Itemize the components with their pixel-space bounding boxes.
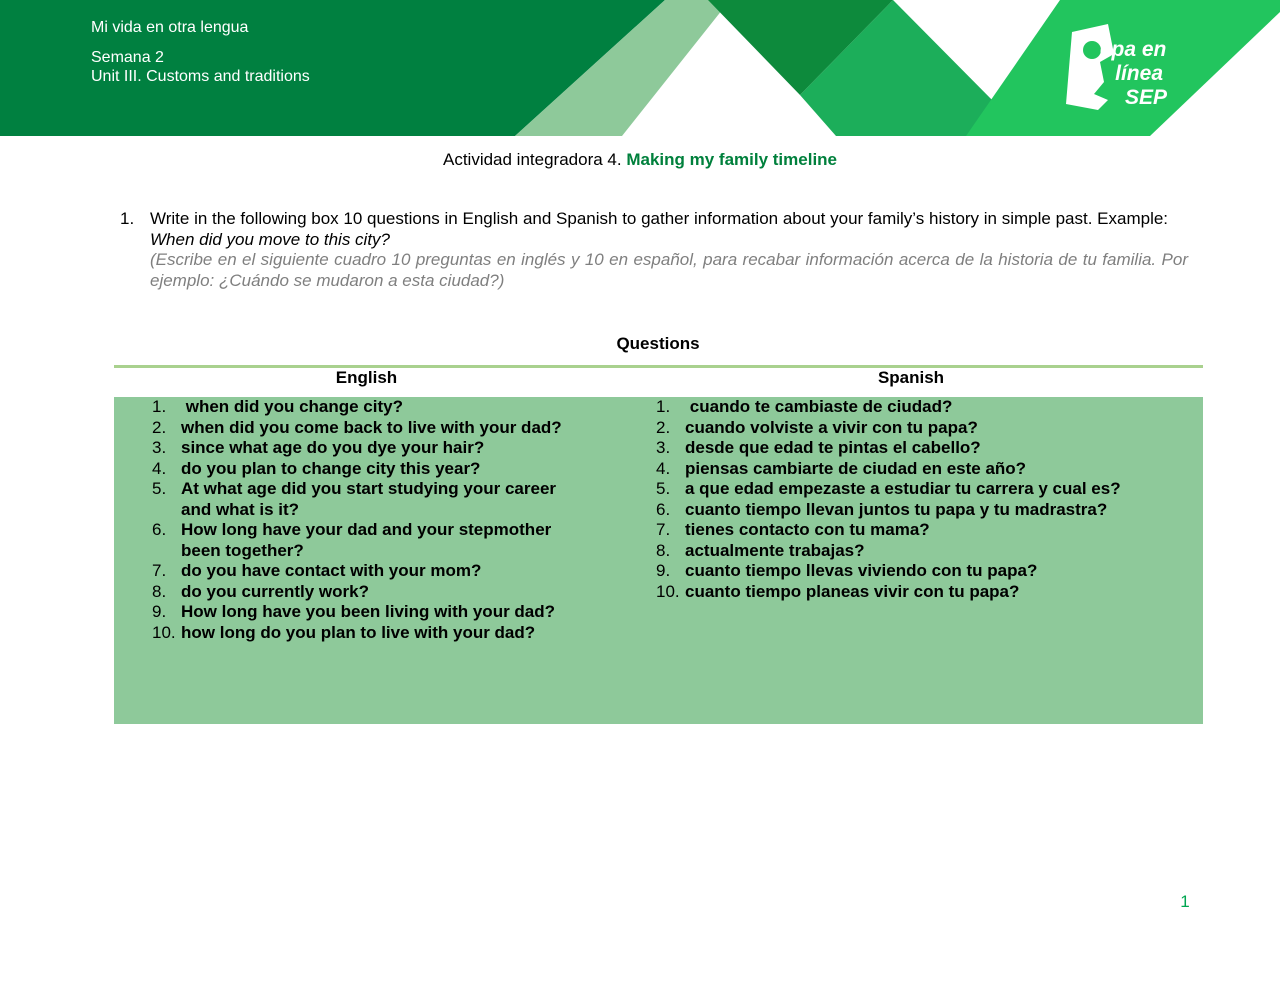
spanish-question bbox=[656, 479, 1191, 500]
question-text: actualmente trabajas? bbox=[685, 540, 865, 560]
instruction-spanish: (Escribe en el siguiente cuadro 10 preguntas en inglés y 10 en español, para recabar información acerca de la historia de tu familia. Por ejemplo: ¿Cuándo se mudaron a esta ciudad?) bbox=[150, 250, 1188, 290]
english-question bbox=[152, 602, 590, 623]
english-questions-list bbox=[152, 397, 590, 643]
question-text: a que edad empezaste a estudiar tu carrera y cual es? bbox=[685, 479, 1121, 498]
spanish-question bbox=[656, 541, 1191, 562]
question-text: cuando volviste a vivir con tu papa? bbox=[685, 417, 978, 437]
question-number: 2. bbox=[152, 417, 167, 437]
spanish-question bbox=[656, 582, 1191, 603]
question-text: How long have you been living with your dad? bbox=[181, 602, 556, 621]
instruction-example: When did you move to this city? bbox=[150, 229, 391, 249]
question-number: 6. bbox=[656, 499, 671, 519]
activity-name: Making my family timeline bbox=[626, 150, 838, 169]
question-text: how long do you plan to live with your dad? bbox=[181, 622, 536, 642]
logo-wordmark-line-1: epa en bbox=[1099, 38, 1167, 61]
question-text: do you have contact with your mom? bbox=[181, 561, 482, 580]
question-text: tienes contacto con tu mama? bbox=[685, 520, 930, 539]
question-number: 4. bbox=[656, 458, 671, 478]
english-question bbox=[152, 479, 590, 520]
question-text: do you currently work? bbox=[181, 581, 369, 601]
spanish-question bbox=[656, 459, 1191, 480]
instruction-text: Write in the following box 10 questions in English and Spanish to gather information about your family’s history in simple past. Example: bbox=[150, 209, 1169, 228]
question-text: when did you change city? bbox=[181, 397, 403, 416]
question-number: 8. bbox=[656, 540, 671, 560]
question-number: 8. bbox=[152, 581, 167, 601]
week-label: Semana 2 bbox=[91, 49, 164, 66]
question-text: At what age did you start studying your career and what is it? bbox=[181, 479, 557, 519]
question-text: cuanto tiempo planeas vivir con tu papa? bbox=[685, 581, 1020, 601]
question-number: 4. bbox=[152, 458, 167, 478]
question-number: 10. bbox=[656, 581, 680, 601]
logo-wordmark bbox=[1100, 38, 1172, 109]
question-number: 1. bbox=[656, 397, 671, 416]
instruction-number: 1. bbox=[120, 209, 135, 228]
english-question bbox=[152, 459, 590, 480]
english-question bbox=[152, 418, 590, 439]
question-number: 1. bbox=[152, 397, 167, 416]
english-question bbox=[152, 561, 590, 582]
activity-prefix: Actividad integradora 4. bbox=[442, 150, 622, 169]
english-question bbox=[152, 582, 590, 603]
unit-label: Unit III. Customs and traditions bbox=[91, 68, 310, 85]
prepa-en-linea-sep-logo bbox=[1058, 22, 1183, 114]
page-number: 1 bbox=[1180, 892, 1190, 911]
spanish-question bbox=[656, 418, 1191, 439]
question-number: 3. bbox=[656, 438, 671, 457]
english-question bbox=[152, 438, 590, 459]
question-number: 7. bbox=[152, 561, 167, 580]
question-text: when did you come back to live with your dad? bbox=[181, 417, 562, 437]
column-header-spanish: Spanish bbox=[877, 368, 945, 387]
question-number: 2. bbox=[656, 417, 671, 437]
question-text: How long have your dad and your stepmother been together? bbox=[181, 520, 552, 560]
question-number: 9. bbox=[152, 602, 167, 621]
question-number: 6. bbox=[152, 520, 167, 539]
logo-mark-dot bbox=[1083, 41, 1101, 59]
question-text: cuanto tiempo llevas viviendo con tu papa? bbox=[685, 561, 1038, 580]
questions-table-body bbox=[114, 397, 1203, 724]
course-title: Mi vida en otra lengua bbox=[91, 19, 249, 36]
logo-mark-shape bbox=[1066, 24, 1114, 110]
question-number: 3. bbox=[152, 438, 167, 457]
english-question bbox=[152, 397, 590, 418]
question-text: piensas cambiarte de ciudad en este año? bbox=[685, 458, 1027, 478]
activity-title bbox=[0, 150, 1280, 170]
spanish-question bbox=[656, 561, 1191, 582]
spanish-question bbox=[656, 520, 1191, 541]
question-number: 5. bbox=[656, 479, 671, 498]
english-question bbox=[152, 520, 590, 561]
spanish-questions-list bbox=[656, 397, 1191, 602]
question-number: 5. bbox=[152, 479, 167, 498]
question-number: 9. bbox=[656, 561, 671, 580]
english-question bbox=[152, 623, 590, 644]
spanish-question bbox=[656, 438, 1191, 459]
question-text: desde que edad te pintas el cabello? bbox=[685, 438, 981, 457]
column-header-english: English bbox=[335, 368, 398, 387]
question-text: do you plan to change city this year? bbox=[181, 458, 481, 478]
spanish-question bbox=[656, 397, 1191, 418]
logo-wordmark-line-2: línea bbox=[1115, 62, 1164, 85]
question-text: cuanto tiempo llevan juntos tu papa y tu madrastra? bbox=[685, 499, 1108, 519]
question-text: since what age do you dye your hair? bbox=[181, 438, 485, 457]
question-text: cuando te cambiaste de ciudad? bbox=[685, 397, 953, 416]
logo-wordmark-line-3: SEP bbox=[1124, 86, 1168, 109]
questions-heading: Questions bbox=[616, 334, 700, 353]
instruction-item bbox=[120, 209, 1188, 291]
question-number: 10. bbox=[152, 622, 176, 642]
spanish-question bbox=[656, 500, 1191, 521]
question-number: 7. bbox=[656, 520, 671, 539]
